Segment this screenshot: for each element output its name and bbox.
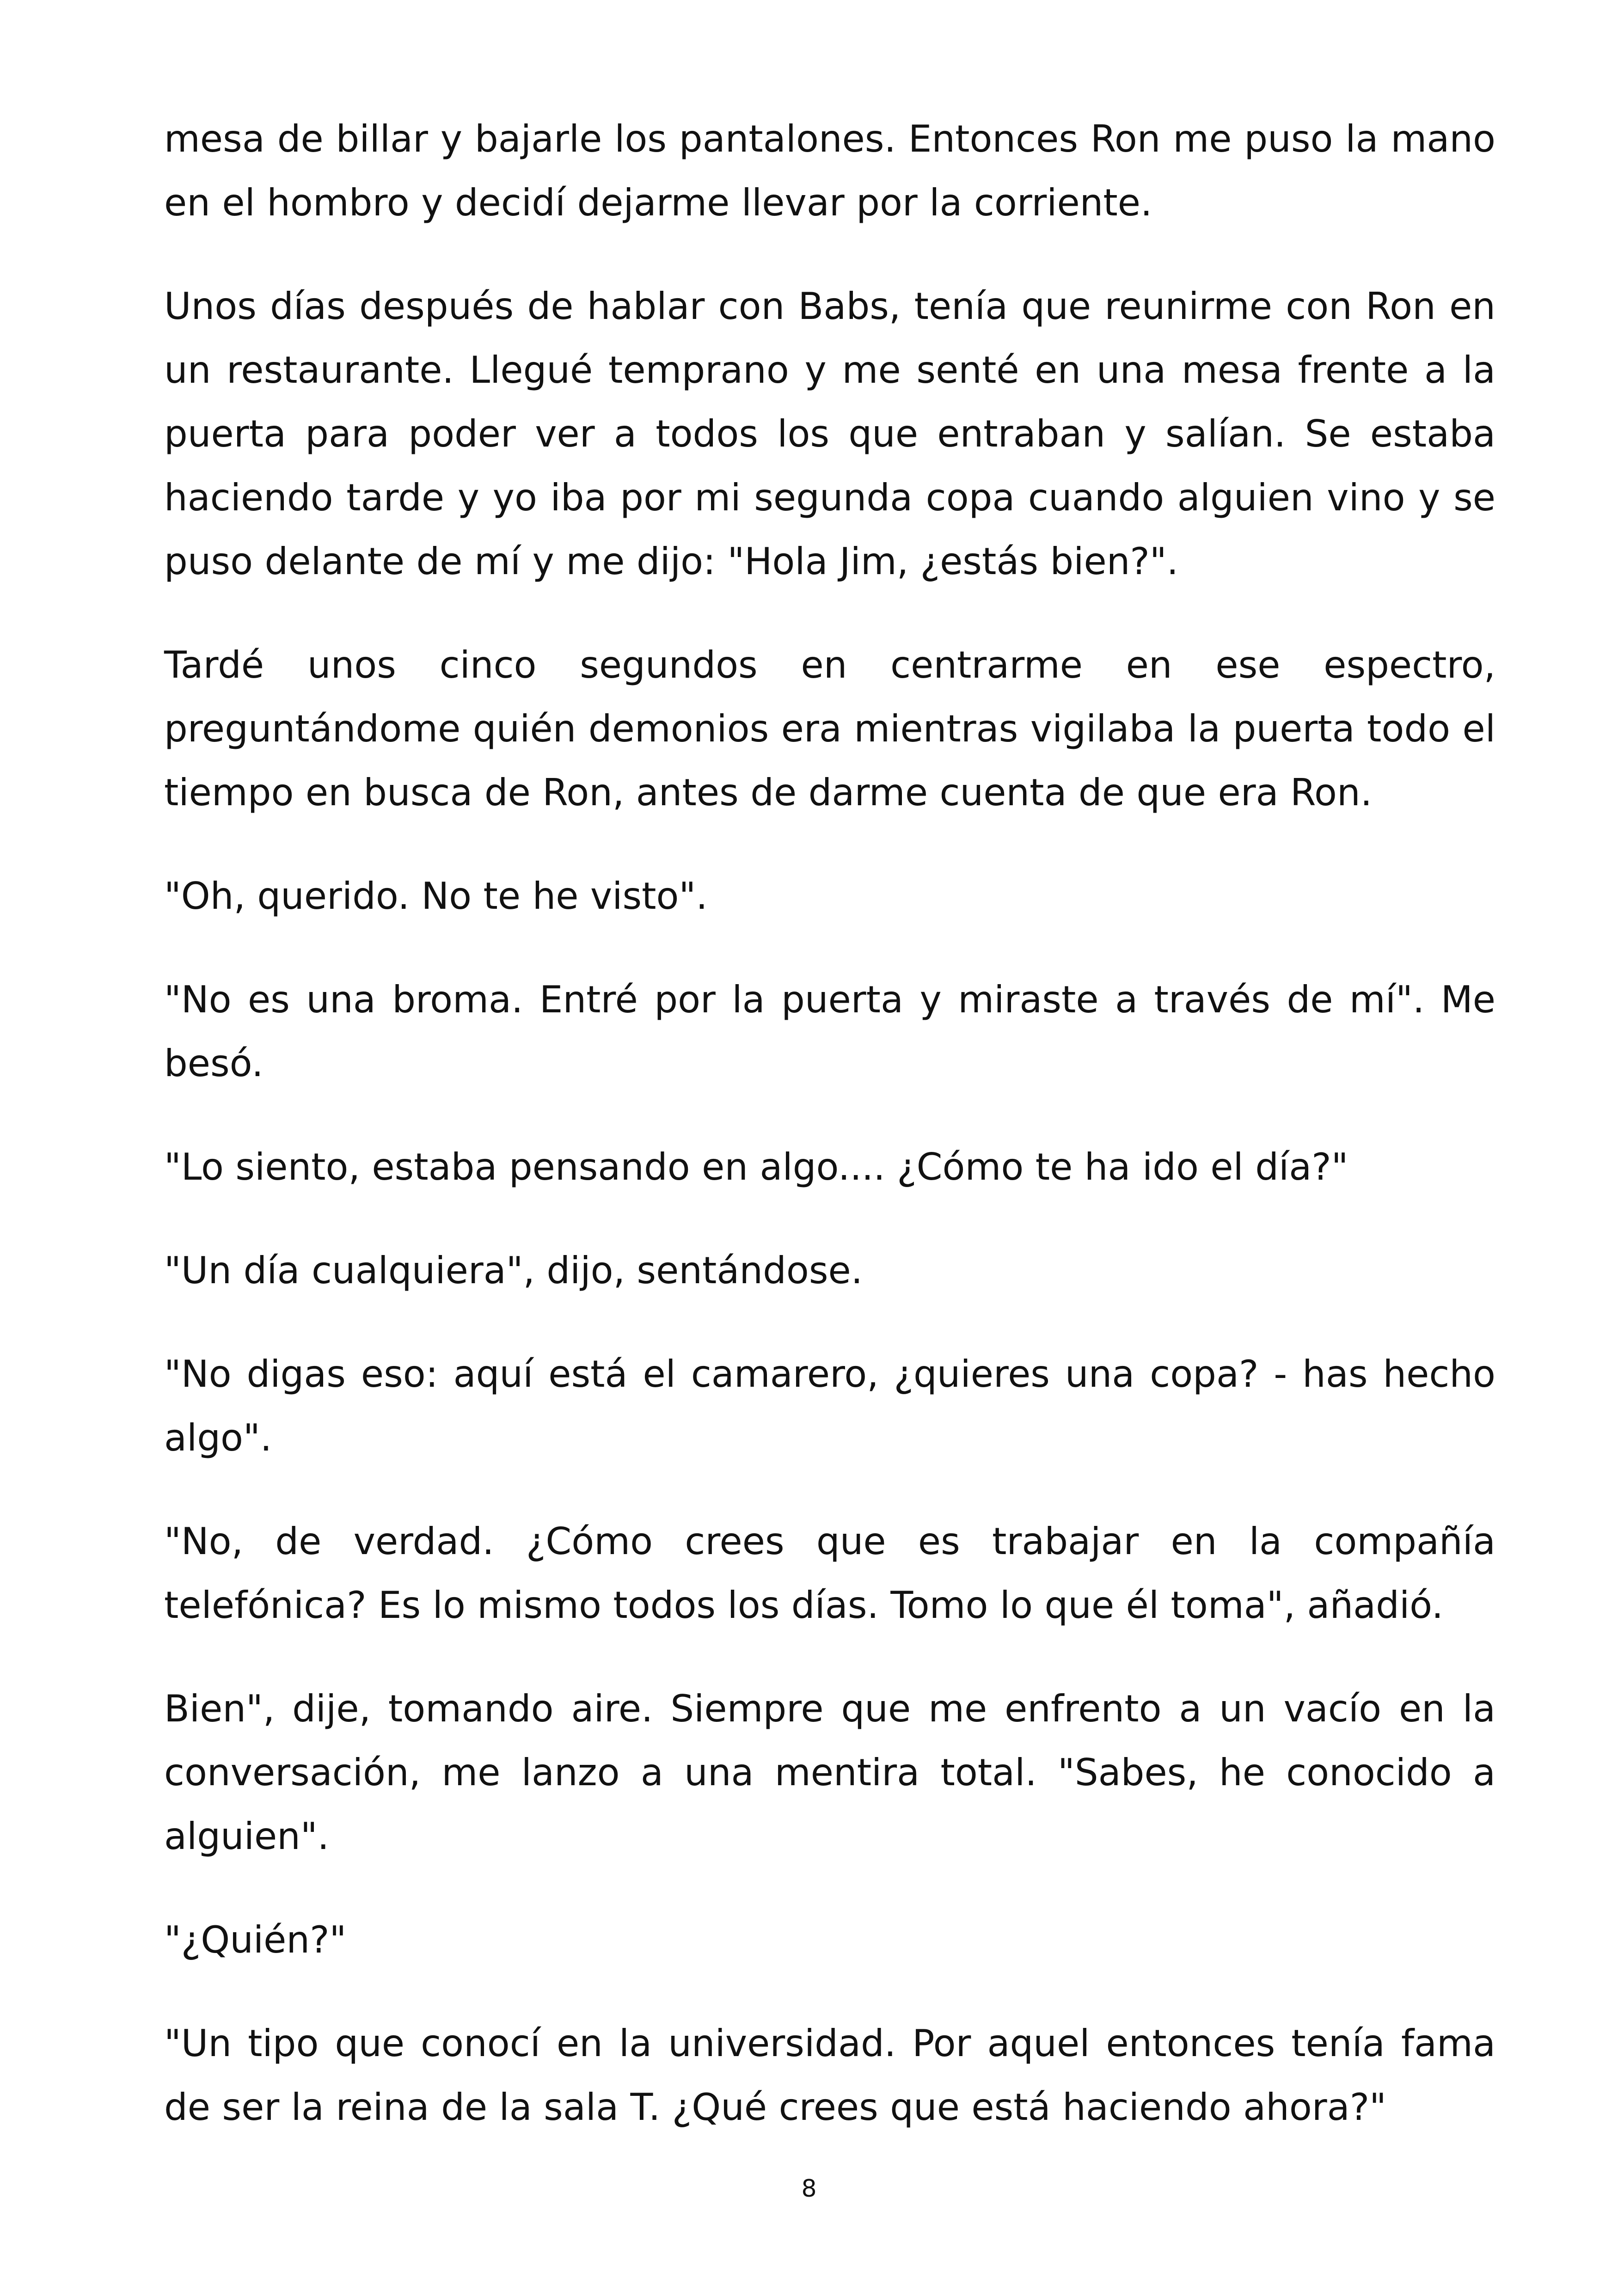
paragraph-5: "No es una broma. Entré por la puerta y miraste a través de mí". Me besó. [164, 978, 1495, 1085]
paragraph-2: Unos días después de hablar con Babs, tenía que reunirme con Ron en un restaurante. Llegué temprano y me senté en una mesa frente a la puerta para poder ver a todos los que entraban y salían. Se estaba haciendo tarde y yo iba por mi segunda copa cuando alguien vino y se puso delante de mí y me dijo: "Hola Jim, ¿estás bien?". [164, 285, 1495, 583]
paragraph-1: mesa de billar y bajarle los pantalones. Entonces Ron me puso la mano en el hombro y decidí dejarme llevar por la corriente. [164, 117, 1495, 224]
body-text [164, 107, 1495, 2139]
paragraph-10: Bien", dije, tomando aire. Siempre que me enfrento a un vacío en la conversación, me lanzo a una mentira total. "Sabes, he conocido a alguien". [164, 1687, 1495, 1858]
paragraph-11: "¿Quién?" [164, 1918, 347, 1961]
page-number: 8 [801, 2175, 817, 2203]
paragraph-6: "Lo siento, estaba pensando en algo.... ¿Cómo te ha ido el día?" [164, 1145, 1348, 1188]
paragraph-3: Tardé unos cinco segundos en centrarme en ese espectro, preguntándome quién demonios era mientras vigilaba la puerta todo el tiempo en busca de Ron, antes de darme cuenta de que era Ron. [164, 643, 1495, 814]
paragraph-12: "Un tipo que conocí en la universidad. Por aquel entonces tenía fama de ser la reina de la sala T. ¿Qué crees que está haciendo ahora?" [164, 2022, 1495, 2129]
paragraph-9: "No, de verdad. ¿Cómo crees que es trabajar en la compañía telefónica? Es lo mismo todos los días. Tomo lo que él toma", añadió. [164, 1520, 1495, 1627]
paragraph-7: "Un día cualquiera", dijo, sentándose. [164, 1249, 863, 1292]
paragraph-4: "Oh, querido. No te he visto". [164, 875, 708, 918]
paragraph-8: "No digas eso: aquí está el camarero, ¿quieres una copa? - has hecho algo". [164, 1353, 1495, 1459]
